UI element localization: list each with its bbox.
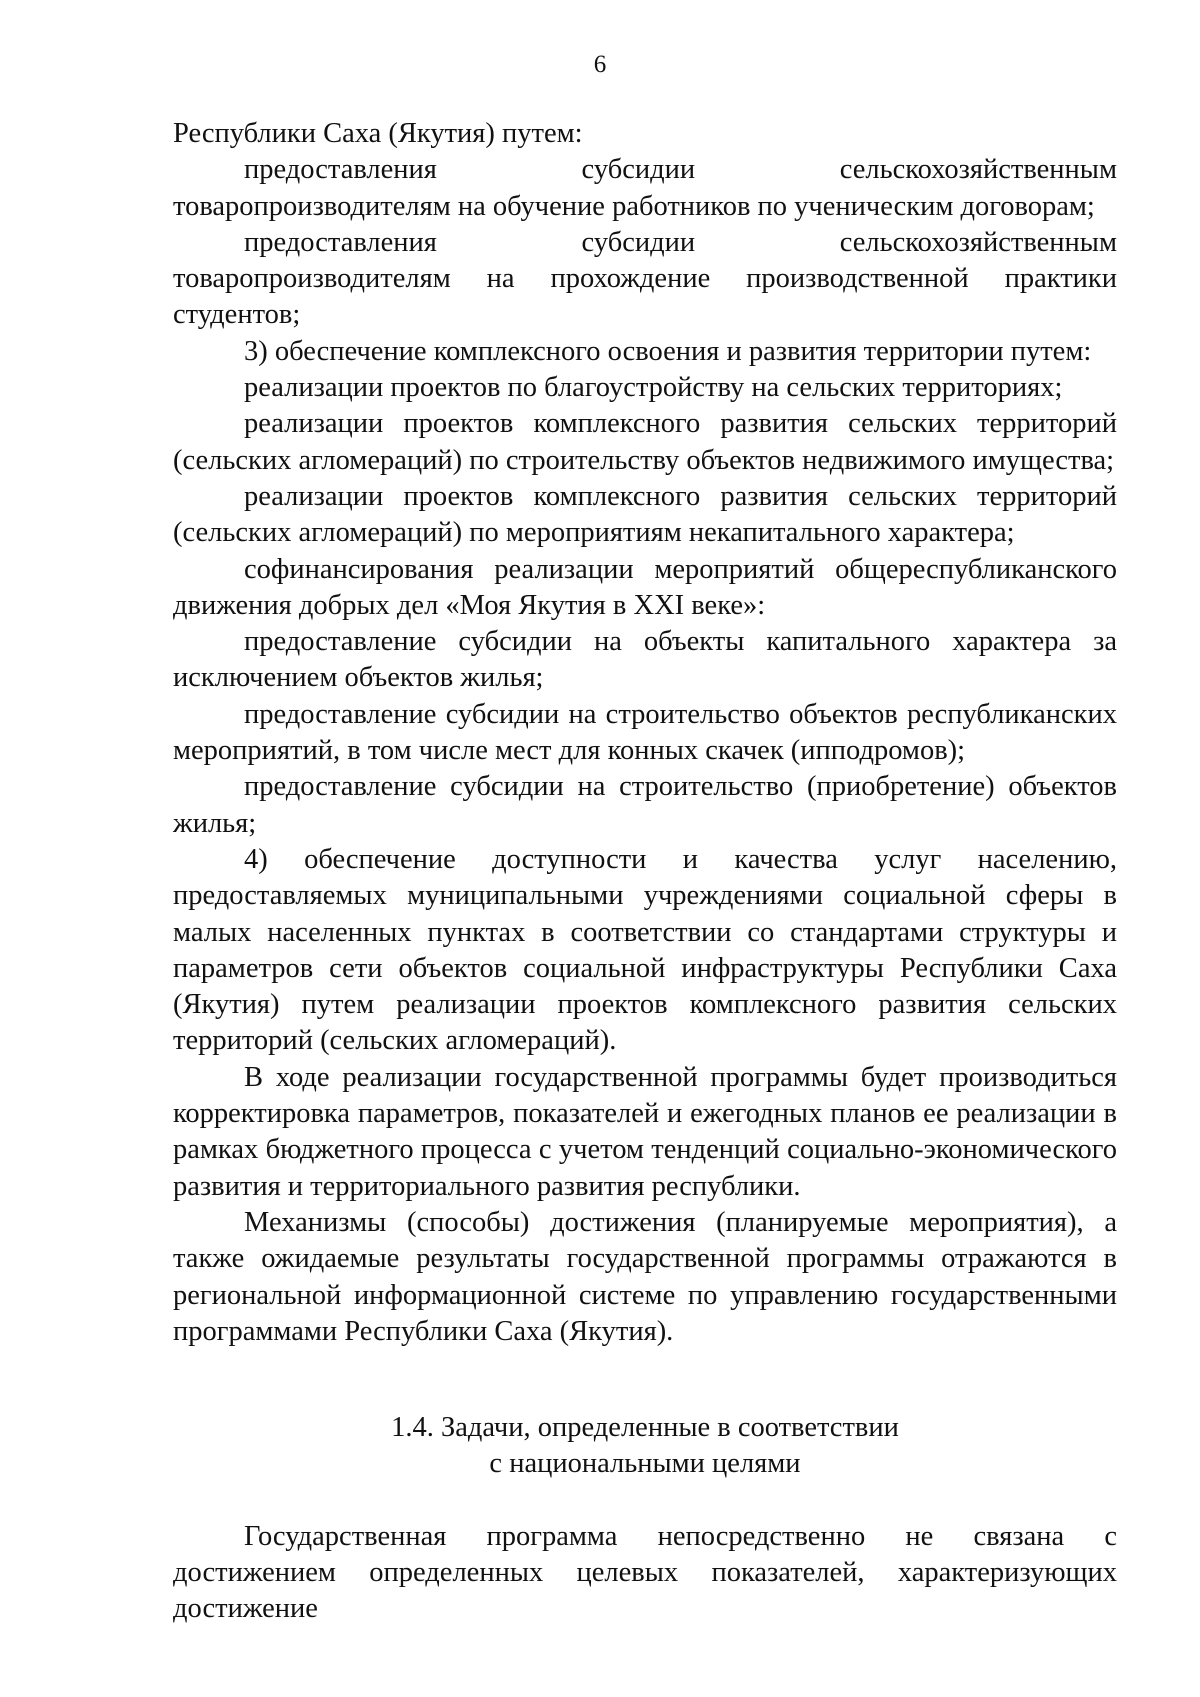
paragraph: реализации проектов по благоустройству на сельских территориях;	[244, 372, 1063, 404]
paragraph: Механизмы (способы) достижения (планируемые мероприятия), а также ожидаемые результаты государственной программы отражаются в региональной информационной системе по управлению государственными программами Республики Саха (Якутия).	[173, 1206, 1117, 1347]
paragraph: реализации проектов комплексного развития сельских территорий (сельских агломераций) по строительству объектов недвижимого имущества;	[173, 408, 1117, 476]
document-body	[173, 116, 1117, 1628]
section-heading-line: с национальными целями	[489, 1448, 801, 1480]
section-heading	[173, 1410, 1117, 1483]
paragraph: В ходе реализации государственной программы будет производиться корректировка параметров, показателей и ежегодных планов ее реализации в рамках бюджетного процесса с учетом тенденций социально-экономического развития и территориального развития республики.	[173, 1061, 1117, 1202]
paragraph: предоставления субсидии сельскохозяйственным товаропроизводителям на обучение работников по ученическим договорам;	[173, 154, 1117, 222]
paragraph: Государственная программа непосредственно не связана с достижением определенных целевых показателей, характеризующих достижение	[173, 1520, 1117, 1625]
section-heading-line: 1.4. Задачи, определенные в соответствии	[391, 1412, 899, 1444]
paragraph: 4) обеспечение доступности и качества услуг населению, предоставляемых муниципальными учреждениями социальной сферы в малых населенных пунктах в соответствии со стандартами структуры и параметров сети объектов социальной инфраструктуры Республики Саха (Якутия) путем реализации проектов комплексного развития сельских территорий (сельских агломераций).	[173, 843, 1117, 1057]
paragraph: 3) обеспечение комплексного освоения и развития территории путем:	[244, 335, 1092, 367]
paragraph: реализации проектов комплексного развития сельских территорий (сельских агломераций) по мероприятиям некапитального характера;	[173, 480, 1117, 549]
paragraph: Республики Саха (Якутия) путем:	[173, 118, 583, 149]
paragraph: предоставление субсидии на строительство (приобретение) объектов жилья;	[173, 771, 1117, 839]
page-number: 6	[593, 51, 607, 78]
paragraph: предоставление субсидии на объекты капитального характера за исключением объектов жилья;	[173, 626, 1117, 694]
paragraph: софинансирования реализации мероприятий общереспубликанского движения добрых дел «Моя Якутия в XXI веке»:	[173, 553, 1117, 621]
paragraph: предоставление субсидии на строительство объектов республиканских мероприятий, в том числе мест для конных скачек (ипподромов);	[173, 698, 1117, 767]
paragraph: предоставления субсидии сельскохозяйственным товаропроизводителям на прохождение производственной практики студентов;	[173, 226, 1117, 331]
